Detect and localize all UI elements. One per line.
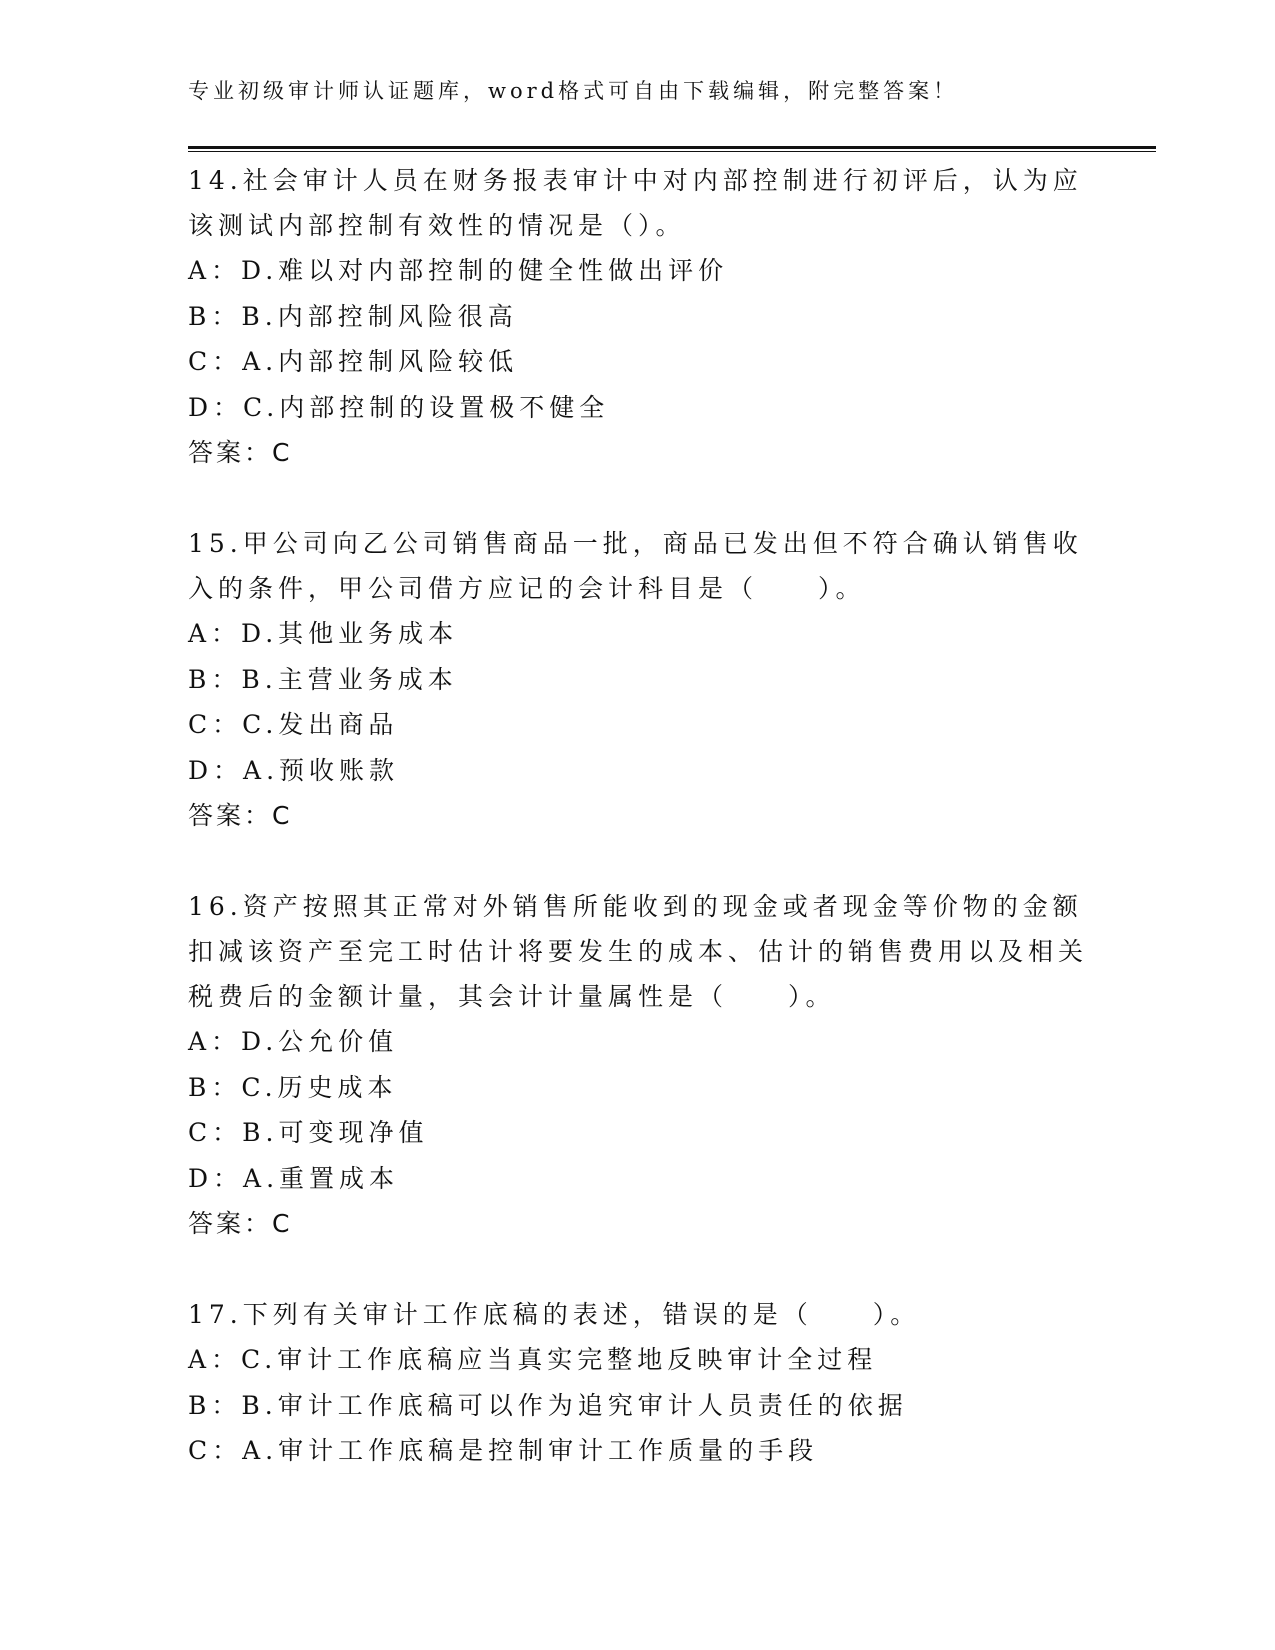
question-stem: 15.甲公司向乙公司销售商品一批，商品已发出但不符合确认销售收入的条件，甲公司借方应记的会计科目是（ ）。 [188,529,1083,603]
option-d: D：A.重置成本 [188,1163,400,1193]
option-c: C：B.可变现净值 [188,1118,429,1147]
option-a: A：D.公允价值 [188,1027,399,1056]
option-b: B：B.审计工作底稿可以作为追究审计人员责任的依据 [188,1390,908,1420]
option-b: B：C.历史成本 [188,1072,398,1102]
answer: 答案：C [188,1209,293,1238]
question-list [188,158,1088,1520]
question-15 [188,521,1088,838]
option-c: C：A.审计工作底稿是控制审计工作质量的手段 [188,1436,819,1465]
option-d: D：C.内部控制的设置极不健全 [188,392,610,422]
question-stem: 16.资产按照其正常对外销售所能收到的现金或者现金等价物的金额扣减该资产至完工时估计将要发生的成本、估计的销售费用以及相关税费后的金额计量，其会计计量属性是（ ）。 [188,892,1089,1011]
page-header: 专业初级审计师认证题库，word格式可自由下载编辑，附完整答案！ [188,79,959,103]
option-c: C：C.发出商品 [188,710,399,739]
option-a: A：D.难以对内部控制的健全性做出评价 [188,256,729,285]
question-stem: 14.社会审计人员在财务报表审计中对内部控制进行初评后，认为应该测试内部控制有效性的情况是（）。 [188,166,1083,240]
option-a: A：D.其他业务成本 [188,619,459,648]
option-b: B：B.内部控制风险很高 [188,301,518,331]
question-stem: 17.下列有关审计工作底稿的表述，错误的是（ ）。 [188,1300,921,1329]
answer: 答案：C [188,801,293,830]
option-a: A：C.审计工作底稿应当真实完整地反映审计全过程 [188,1345,878,1374]
header-rule-thick [188,146,1156,149]
option-d: D：A.预收账款 [188,755,400,785]
answer: 答案：C [188,438,293,467]
option-c: C：A.内部控制风险较低 [188,347,519,376]
question-14 [188,158,1088,475]
option-b: B：B.主营业务成本 [188,664,458,694]
question-16 [188,884,1088,1246]
header-rule-thin [188,151,1156,152]
question-17 [188,1292,1088,1474]
